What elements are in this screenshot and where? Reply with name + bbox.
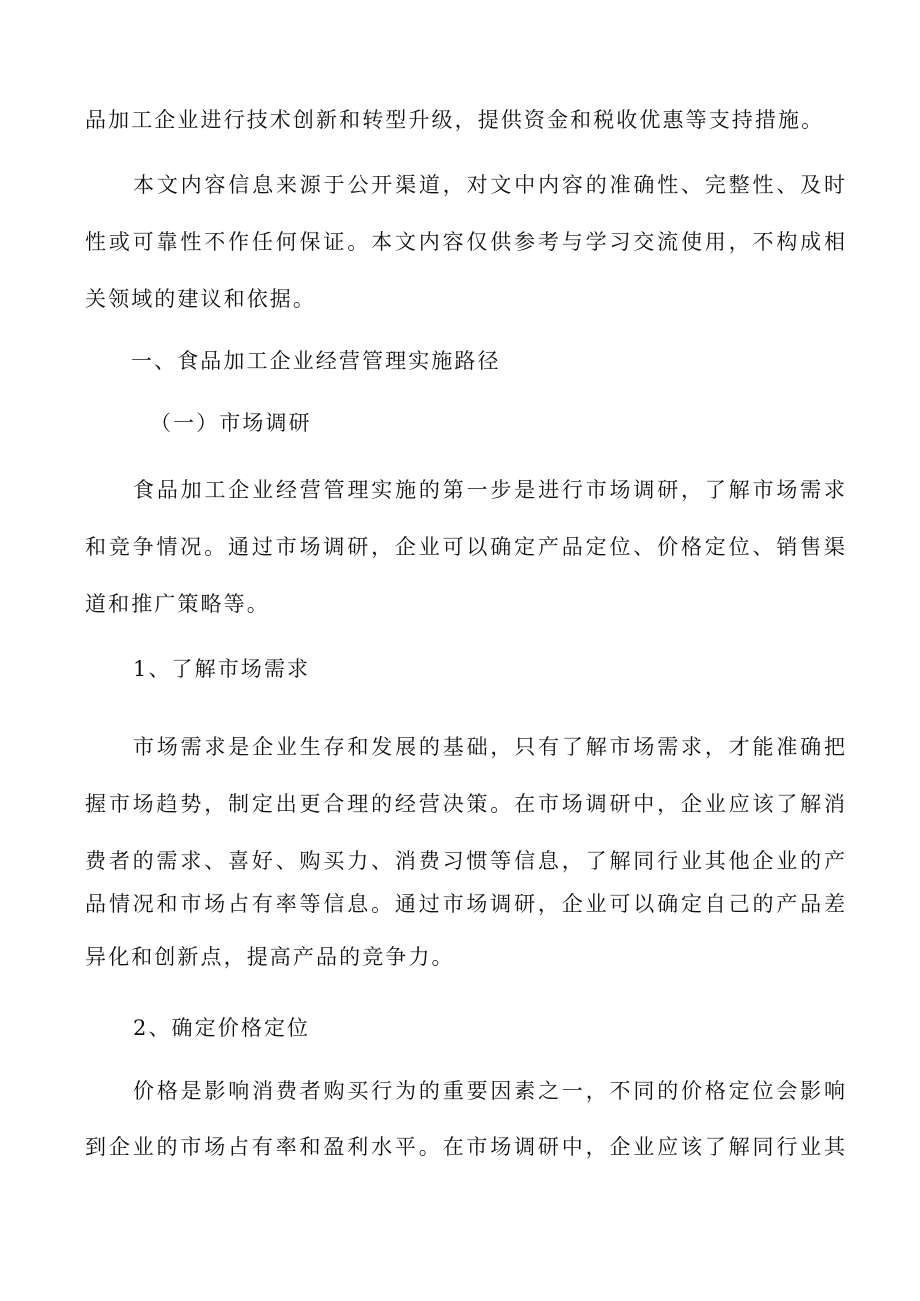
item-heading: 2、确定价格定位: [133, 1016, 311, 1040]
paragraph-line: 价格是影响消费者购买行为的重要因素之一，不同的价格定位会影响: [133, 1079, 845, 1103]
paragraph-line: 握市场趋势，制定出更合理的经营决策。在市场调研中，企业应该了解消: [85, 792, 845, 816]
paragraph-line: 本文内容信息来源于公开渠道，对文中内容的准确性、完整性、及时: [133, 173, 845, 197]
paragraph-line: 性或可靠性不作任何保证。本文内容仅供参考与学习交流使用，不构成相: [85, 230, 845, 254]
paragraph-line: 异化和创新点，提高产品的竞争力。: [85, 945, 455, 969]
subsection-heading: （一）市场调研: [150, 411, 312, 435]
paragraph-line: 食品加工企业经营管理实施的第一步是进行市场调研，了解市场需求: [133, 478, 845, 502]
section-heading: 一、食品加工企业经营管理实施路径: [131, 349, 501, 373]
paragraph-line: 道和推广策略等。: [85, 592, 270, 616]
paragraph-line: 和竞争情况。通过市场调研，企业可以确定产品定位、价格定位、销售渠: [85, 535, 845, 559]
paragraph-line: 品加工企业进行技术创新和转型升级，提供资金和税收优惠等支持措施。: [85, 108, 825, 132]
paragraph-line: 费者的需求、喜好、购买力、消费习惯等信息，了解同行业其他企业的产: [85, 849, 845, 873]
paragraph-line: 到企业的市场占有率和盈利水平。在市场调研中，企业应该了解同行业其: [85, 1135, 845, 1159]
item-heading: 1、了解市场需求: [133, 657, 311, 681]
paragraph-line: 市场需求是企业生存和发展的基础，只有了解市场需求，才能准确把: [133, 735, 845, 759]
paragraph-line: 关领域的建议和依据。: [85, 287, 316, 311]
paragraph-line: 品情况和市场占有率等信息。通过市场调研，企业可以确定自己的产品差: [85, 892, 845, 916]
